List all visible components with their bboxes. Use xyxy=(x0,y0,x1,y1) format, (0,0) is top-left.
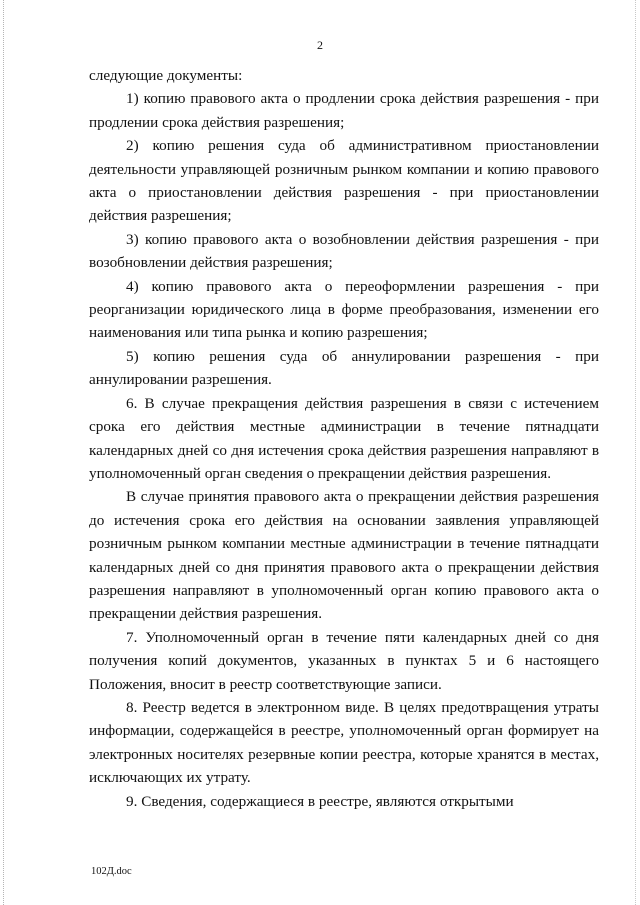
page-left-edge xyxy=(3,0,5,905)
document-body xyxy=(89,64,599,813)
list-item-2: 2) копию решения суда об административном приостановлении деятельности управляющей розничным рынком компании и копию правового акта о приостановлении действия разрешения - при приостановлении действия разрешения; xyxy=(89,137,599,225)
list-item-1: 1) копию правового акта о продлении срока действия разрешения - при продлении срока действия разрешения; xyxy=(89,90,599,131)
clause-6: 6. В случае прекращения действия разрешения в связи с истечением срока его действия местные администрации в течение пятнадцати календарных дней со дня истечения срока действия разрешения направляют в уполномоченный орган сведения о прекращении действия разрешения. xyxy=(89,394,599,482)
clause-6-second-paragraph: В случае принятия правового акта о прекращении действия разрешения до истечения срока его действия на основании заявления управляющей розничным рынком компании местные администрации в течение пятнадцати календарных дней со дня принятия правового акта о прекращении действия разрешения направляют в уполномоченный орган копию правового акта о прекращении действия разрешения. xyxy=(89,488,599,623)
page-number: 2 xyxy=(317,38,323,52)
footer-filename: 102Д.doc xyxy=(91,866,132,877)
page-right-edge xyxy=(635,0,637,905)
list-item-4: 4) копию правового акта о переоформлении разрешения - при реорганизации юридического лица в форме преобразования, изменении его наименования или типа рынка и копию разрешения; xyxy=(89,277,599,342)
list-item-5: 5) копию решения суда об аннулировании разрешения - при аннулировании разрешения. xyxy=(89,347,599,389)
clause-7: 7. Уполномоченный орган в течение пяти календарных дней со дня получения копий документов, указанных в пунктах 5 и 6 настоящего Положения, вносит в реестр соответствующие записи. xyxy=(89,628,599,693)
list-item-3: 3) копию правового акта о возобновлении действия разрешения - при возобновлении действия разрешения; xyxy=(89,230,599,272)
clause-9: 9. Сведения, содержащиеся в реестре, являются открытыми xyxy=(126,792,514,810)
paragraph-continuation: следующие документы: xyxy=(89,67,243,84)
clause-8: 8. Реестр ведется в электронном виде. В целях предотвращения утраты информации, содержащейся в реестре, уполномоченный орган формирует на электронных носителях резервные копии реестра, которые хранятся в местах, исключающих их утрату. xyxy=(89,698,599,787)
